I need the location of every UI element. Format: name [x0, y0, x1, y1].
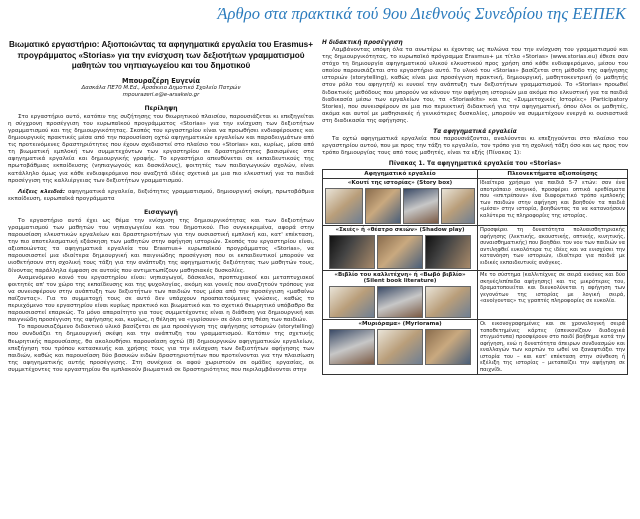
- tool-images: [325, 286, 475, 318]
- tool-cell: [323, 320, 478, 375]
- tool-cell: [323, 179, 478, 226]
- intro-paragraph: Το παρουσιαζόμενο διδακτικό υλικό βασίζεται σε μια προσέγγιση της αφήγησης ιστοριών (storytelling) που συνδυάζει τη δημιουργική σκέψη και την ανάπτυξη του γραμματισμού. Κατόπιν της σχετικής θεωρητικής παρουσίασης, θα ακολουθήσει παρουσίαση οχτώ (8) δημιουργικών αφηγηματικών εργαλείων, επεξήγηση του τρόπου κατασκευής και χρήσης τους για την ενίσχυση των δεξιοτήτων αφήγησης των παιδιών, καθώς και παρουσίαση δύο βασικών ειδών δραστηριοτήτων που προτείνονται για την πλαισίωση της αφηγηματικής αυτής προσέγγισης. Στη συνέχεια οι αφού χωριστούν σε ομάδες εργασίας, οι συμμετέχοντες του εργαστηρίου θα εμπλακούν βιωματικά σε δραστηριότητες που περιλαμβάνονται στην: [8, 324, 314, 373]
- abstract-heading: Περίληψη: [144, 104, 178, 112]
- tool-name: «Μυριόραμα» (Myriorama): [358, 321, 442, 328]
- shadow-play-photo: [377, 235, 423, 269]
- tool-name: «Σκιές» ή «θέατρο σκιών» (Shadow play): [335, 227, 465, 234]
- approach-text: Λαμβάνοντας υπόψη όλα τα ανωτέρω κι έχοντας ως πυλώνα του την ενίσχυση του γραμματισμού και της δημιουργικότητας, το ευρωπαϊκό πρόγραμμα Erasmus+ με τίτλο «Storias» (www.storias.eu) έθεσε σαν στόχο τη δημιουργία αφηγηματικού υλικού ελκυστικού προς χρήση από κάθε ενδιαφερόμενο, μέσου του οποίου παρουσιάζεται στο εργαστήριο αυτό. Το υλικό του «Storias» βασίζεται στη μέθοδο της αφήγησης ιστοριών (storytelling), καθώς είναι μια προσέγγιση πρακτική, δημιουργική, μαθητοκεντρική (ο μαθητής στον ρόλο του αφηγητή) κι ευνοεί την ανάπτυξη των δεξιοτήτων γραμματισμού. Το «Storias» προωθεί διδακτικές μεθόδους που μπορούν να κάνουν την αφήγηση ιστοριών μια ακόμα πιο ελκυστική για τα παιδιά διαδικασία μέσω των εργαλείων του, τα «Storiaskits» και τις «Συμμετοχικές Ιστορίες» (Participatory Stories), που συνεισφέρουν σε μια πιο περιεκτική διδακτική για την αφηγηματική, όπου όλοι οι μαθητές, ακόμα και αυτοί με μαθησιακές ή γενικότερες δυσκολίες, μπορούν να συμμετέχουν ενεργά κι ουσιαστικά στη διαδικασία της αφήγησης.: [322, 47, 628, 124]
- myriorama-photo: [329, 329, 375, 365]
- table-header-advantages: Πλεονεκτήματα αξιοποίησης: [478, 170, 628, 179]
- table-header-row: [323, 170, 628, 179]
- abstract-section: [8, 105, 314, 203]
- paper-author: Μπουραζέρη Ευγενία: [122, 76, 200, 85]
- paper-title: Βιωματικό εργαστήριο: Αξιοποιώντας τα αφηγηματικά εργαλεία του Erasmus+ προγράμματος «Storias» για την ενίσχυση των δεξιοτήτων γραμματισμού μαθητών του νηπιαγωγείου και του δημοτικού: [8, 40, 313, 71]
- keywords-label: Λέξεις κλειδιά:: [18, 188, 66, 195]
- story-box-photo: [441, 188, 475, 224]
- tool-name: «Βιβλίο του καλλιτέχνη» ή «Βωβό βιβλίο» (Silent book literature): [334, 272, 466, 285]
- conference-header: Άρθρο στα πρακτικά τού 9ου Διεθνούς Συνεδρίου της ΕΕΠΕΚ: [217, 4, 626, 23]
- tool-images: [325, 329, 475, 365]
- silent-book-photo: [425, 286, 471, 318]
- story-box-photo: [325, 188, 363, 224]
- story-box-photo: [403, 188, 439, 224]
- advantages-cell: Προσφέρει τη δυνατότητα πολυαισθητηριακής αφήγησης (λεκτικής, ακουστικής, οπτικής, κινητικής, συναισθηματικής) που βοηθάει τον νου των παιδιών να αντιληφθεί ευκολότερα τις ιδέες και να ενισχύσει την κατανόηση των ιστοριών, ιδιαίτερα για παιδιά με ειδικές εκπαιδευτικές ανάγκες.: [478, 226, 628, 271]
- story-box-photo: [365, 188, 401, 224]
- approach-heading: Η διδακτική προσέγγιση: [322, 40, 403, 46]
- author-affiliation: Δασκάλα ΠΕ70 Μ.Ed., Αρσάκειο Δημοτικό Σχολείο Πατρών: [81, 84, 241, 91]
- tool-cell: [323, 271, 478, 320]
- tool-cell: [323, 226, 478, 271]
- tools-table: [322, 169, 628, 375]
- table-row: [323, 320, 628, 375]
- myriorama-photo: [377, 329, 423, 365]
- table-header-tool: Αφηγηματικό εργαλείο: [323, 170, 478, 179]
- tools-text: Τα οχτώ αφηγηματικά εργαλεία που παρουσιάζονται, αναλύονται κι επεξηγούνται στο πλαίσιο του εργαστηρίου αυτού, που με προς την τάξη το εργαλείο, τον τρόπο για τη σχολική τάξη όσο και ως προς τον τρόπο δημιουργίας τους από τους μαθητές, είναι τα εξής (Πίνακας 1):: [322, 136, 629, 157]
- tool-name: «Κουτί της ιστορίας» (Story box): [347, 180, 453, 187]
- shadow-play-photo: [425, 235, 471, 269]
- introduction-heading: Εισαγωγή: [144, 208, 178, 216]
- intro-paragraph: Αναμενόμενο κοινό του εργαστηρίου είναι: νηπιαγωγοί, δάσκαλοι, προπτυχιακοί και μεταπτυχιακοί φοιτητές απ' τον χώρο της εκπαίδευσης και της ψυχολογίας, ακόμη και γονείς που αναζητούν τρόπους για να συνεισφέρουν στην ανάπτυξη των δεξιοτήτων των παιδιών τους μέσα από την προσέγγιση «μαθαίνω παίζοντας». Για το συμμετοχή τους σε αυτό δεν υπάρχουν προαπαιτούμενες γνώσεις, καθώς το περιεχόμενο του εργαστηρίου είναι κυρίως πρακτικό και βιωματικό και το σχετικό θεωρητικό υπόβαθρο θα παρουσιαστεί επαρκώς. Το μόνο απαραίτητο για τους συμμετέχοντες είναι η διάθεση για δημιουργική και παιγνιώδη προσέγγιση της αφήγησης και, κυρίως, η θέληση να «γυρίσουν» σε όλοι στη θέση των παιδιών.: [8, 274, 314, 324]
- right-column: [322, 40, 628, 375]
- abstract-text: Στο εργαστήριο αυτό, κατόπιν της συζήτησης του θεωρητικού πλαισίου, παρουσιάζεται κι επεξηγείται η σύγχρονη προσέγγιση του ευρωπαϊκού προγράμματος «Storias» για την ενίσχυση των δεξιοτήτων γραμματισμού και της δημιουργικότητας. Σκοπός του εργαστηρίου είναι να προωθήσει ενδιαφέρουσες και δημιουργικές πρακτικές μέσα από την παρουσίαση οχτώ αφηγηματικών εργαλείων και παραδειγμάτων από τις προτεινόμενες δραστηριότητες που έχουν σχεδιαστεί στο πλαίσιο του «Storias» και, κυρίως, μέσα από τη βιωματική εμπλοκή των συμμετεχόντων των εργαστηρίου σε δραστηριότητες βασισμένες στα αφηγηματικά εργαλεία και δημιουργικής γραφής. Το εργαστήριο απευθύνεται σε εκπαιδευτικούς της πρωτοβάθμιας εκπαίδευσης (νηπιαγωγούς και δασκάλους), φοιτητές των παιδαγωγικών σχολών, είναι κατάλληλο όμως για κάθε ενδιαφερόμενο που αναζητά ιδέες σχετικά με μια πιο ελκυστική για τα παιδιά προσέγγιση της καλλιέργειας των δεξιοτήτων γραμματισμού.: [8, 113, 314, 184]
- tool-images: [325, 235, 475, 269]
- table-row: [323, 179, 628, 226]
- advantages-cell: Οι εικονογραφημένες και σε χρονολογική σειρά τοποθετημένες κάρτες (απεικονίζουν διαδοχικά στιγμιότυπα) προσφέρουν στο παιδί βοήθημα κατά την αφήγηση, ενώ η δυνατότητα άπειρων συνδυασμών και εναλλαγών των καρτών το ωθεί να ξαναφτιάξει την ιστορία του – και κατ' επέκταση στην σύνθεση ή εξέλιξη της ιστορίας – μεταπαίζει την αφήγηση σε παιχνίδι.: [478, 320, 628, 375]
- keywords-text: αφηγηματικά εργαλεία, δεξιότητες γραμματισμού, δημιουργική σκέψη, πρωτοβάθμια εκπαίδευση, ευρωπαϊκά προγράμματα: [8, 188, 315, 202]
- shadow-play-photo: [329, 235, 375, 269]
- table-caption: Πίνακας 1. Τα αφηγηματικά εργαλεία του «Storias»: [388, 160, 562, 168]
- advantages-cell: Ιδιαίτερα χρήσιμο για παιδιά 5-7 ετών: σαν ένα αποτρόπαιο σκηνικό, προσφέρει οπτικά ερεθίσματα που «επιτρέπουν» ένα διαφορετικό τρόπο εμπλοκής των παιδιών στην αφήγηση και βοηθούν τα παιδιά «μέσα» στην ιστορία, βοηθώντας τα να κατανοήσουν καλύτερα τις πληροφορίες της ιστορίας.: [478, 179, 628, 226]
- table-row: [323, 271, 628, 320]
- keywords: [8, 189, 314, 203]
- intro-paragraph: Το εργαστήριο αυτό έχει ως θέμα την ενίσχυση της δημιουργικότητας και των δεξιοτήτων γραμματισμού των μαθητών του νηπιαγωγείου και του δημοτικού. Πιο συγκεκριμένα, αφορά στην παρουσίαση ελκυστικών εργαλείων και δραστηριοτήτων για την ουσιαστική εμπλοκή και, κατ' επέκταση, την πιο αποτελεσματική εξάσκηση των μαθητών στην αφήγηση ιστοριών. Σκοπός του εργαστηρίου είναι, αξιοποιώντας τα αφηγηματικά εργαλεία του Erasmus+ ευρωπαϊκού προγράμματος «Storias», να παρουσιαστεί μια ιδιαίτερα δημιουργική και παιγνιώδης προσέγγιση που οι εκπαιδευτικοί μπορούν να υιοθετήσουν στη σχολική τους τάξη για την ανάπτυξη της αφηγηματικής δεξιότητας των μαθητών τους, δίνοντας παράλληλα έμφαση σε αυτούς που αντιμετωπίζουν μαθησιακές δυσκολίες.: [8, 217, 314, 274]
- myriorama-photo: [425, 329, 471, 365]
- silent-book-photo: [329, 286, 375, 318]
- author-email: mpourazeri.e@e-arsakeio.gr: [122, 91, 200, 98]
- tools-heading: Τα αφηγηματικά εργαλεία: [433, 129, 517, 136]
- left-column: [8, 40, 314, 374]
- introduction-section: [8, 209, 314, 374]
- silent-book-photo: [377, 286, 423, 318]
- advantages-cell: Με το σύστημα (καλλιτέχνες σε σειρά εικόνες και δύο σκηνές/επίπεδα αφήγησης) και τις μικρότερες του, δραματοποιείται και διευκολύνεται η αφήγηση των γεγονότων της ιστορίας με λογική σειρά, «ανοίγοντας» τις γραπτές πληροφορίες σε ευκολία.: [478, 271, 628, 320]
- table-row: [323, 226, 628, 271]
- tool-images: [325, 188, 475, 224]
